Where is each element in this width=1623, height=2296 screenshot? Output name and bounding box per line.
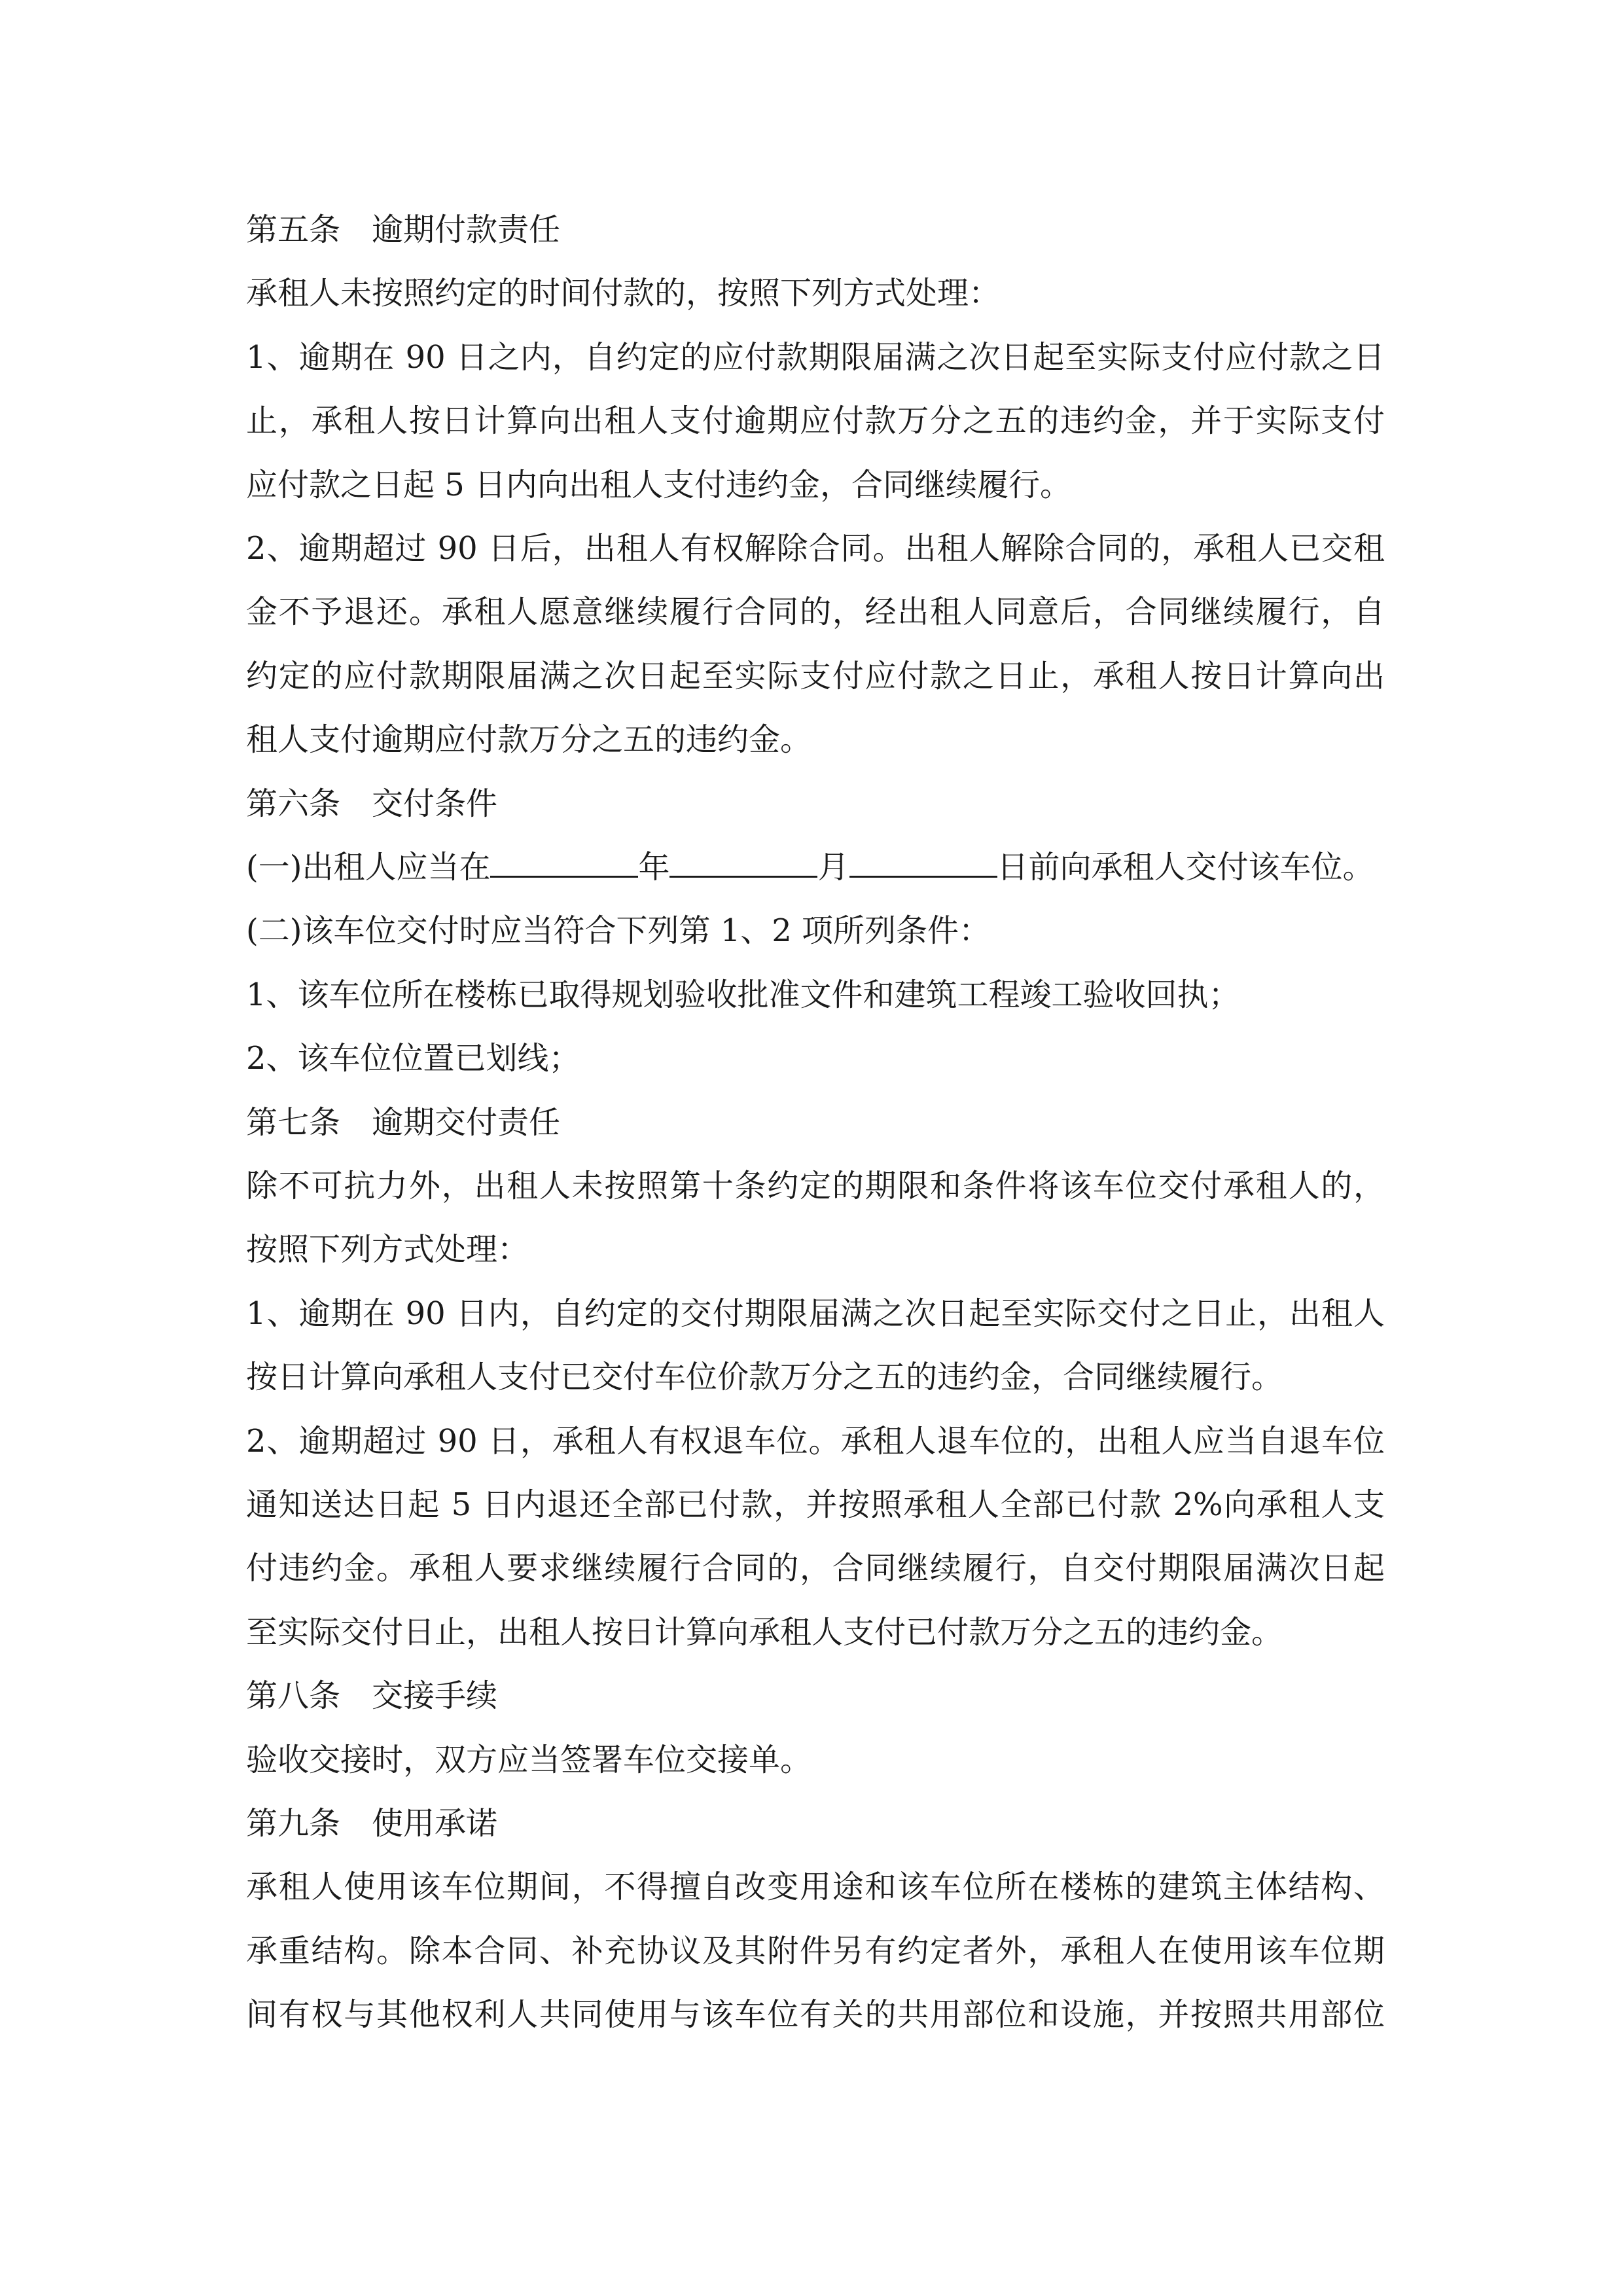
article-number: 第九条: [246, 1805, 341, 1842]
paragraph-line: 除不可抗力外，出租人未按照第十条约定的期限和条件将该车位交付承租人的，: [246, 1168, 1385, 1204]
paragraph-line: 1、逾期在 90 日内，自约定的交付期限届满之次日起至实际交付之日止，出租人: [246, 1295, 1385, 1332]
article-8-heading: [246, 1675, 497, 1717]
paragraph-line: (二)该车位交付时应当符合下列第 1、2 项所列条件：: [246, 912, 991, 950]
article-number: 第八条: [246, 1677, 341, 1715]
paragraph-line: 应付款之日起 5 日内向出租人支付违约金，合同继续履行。: [246, 466, 1072, 503]
month-label: 月: [817, 849, 849, 886]
article-title: 使用承诺: [372, 1805, 498, 1842]
month-blank[interactable]: [669, 847, 817, 878]
date-line-suffix: 日前向承租人交付该车位。: [997, 849, 1374, 886]
paragraph-line: 1、逾期在 90 日之内，自约定的应付款期限届满之次日起至实际支付应付款之日: [246, 338, 1385, 376]
paragraph-line: 承重结构。除本合同、补充协议及其附件另有约定者外，承租人在使用该车位期: [246, 1932, 1385, 1969]
article-7-heading: [246, 1102, 560, 1143]
date-line-prefix: (一)出租人应当在: [246, 849, 491, 886]
article-number: 第六条: [246, 785, 341, 822]
paragraph-line: 通知送达日起 5 日内退还全部已付款，并按照承租人全部已付款 2%向承租人支: [246, 1486, 1385, 1523]
paragraph-line: 承租人未按照约定的时间付款的，按照下列方式处理：: [246, 275, 1001, 312]
article-6-heading: [246, 783, 497, 825]
day-blank[interactable]: [849, 847, 997, 878]
paragraph-line: 租人支付逾期应付款万分之五的违约金。: [246, 721, 812, 759]
paragraph-line: 验收交接时，双方应当签署车位交接单。: [246, 1741, 812, 1778]
article-title: 交付条件: [372, 785, 498, 822]
delivery-date-line: [246, 846, 1374, 888]
article-number: 第五条: [246, 211, 341, 248]
article-title: 逾期付款责任: [372, 211, 561, 248]
paragraph-line: 金不予退还。承租人愿意继续履行合同的，经出租人同意后，合同继续履行，自: [246, 594, 1385, 631]
paragraph-line: 止，承租人按日计算向出租人支付逾期应付款万分之五的违约金，并于实际支付: [246, 403, 1385, 440]
paragraph-line: 按照下列方式处理：: [246, 1231, 529, 1268]
paragraph-line: 2、逾期超过 90 日后，出租人有权解除合同。出租人解除合同的，承租人已交租: [246, 530, 1385, 567]
paragraph-line: 1、该车位所在楼栋已取得规划验收批准文件和建筑工程竣工验收回执；: [246, 976, 1240, 1013]
paragraph-line: 约定的应付款期限届满之次日起至实际支付应付款之日止，承租人按日计算向出: [246, 657, 1385, 694]
paragraph-line: 间有权与其他权利人共同使用与该车位有关的共用部位和设施，并按照共用部位: [246, 1996, 1385, 2034]
article-9-heading: [246, 1803, 497, 1844]
paragraph-line: 至实际交付日止，出租人按日计算向承租人支付已付款万分之五的违约金。: [246, 1613, 1283, 1651]
article-title: 逾期交付责任: [372, 1103, 561, 1141]
year-blank[interactable]: [490, 847, 638, 878]
article-5-heading: [246, 209, 560, 251]
paragraph-line: 付违约金。承租人要求继续履行合同的，合同继续履行，自交付期限届满次日起: [246, 1550, 1385, 1587]
paragraph-line: 承租人使用该车位期间，不得擅自改变用途和该车位所在楼栋的建筑主体结构、: [246, 1869, 1385, 1906]
article-title: 交接手续: [372, 1677, 498, 1715]
paragraph-line: 按日计算向承租人支付已交付车位价款万分之五的违约金，合同继续履行。: [246, 1359, 1283, 1396]
article-number: 第七条: [246, 1103, 341, 1141]
paragraph-line: 2、逾期超过 90 日，承租人有权退车位。承租人退车位的，出租人应当自退车位: [246, 1422, 1385, 1460]
paragraph-line: 2、该车位位置已划线；: [246, 1040, 580, 1077]
year-label: 年: [638, 849, 670, 886]
